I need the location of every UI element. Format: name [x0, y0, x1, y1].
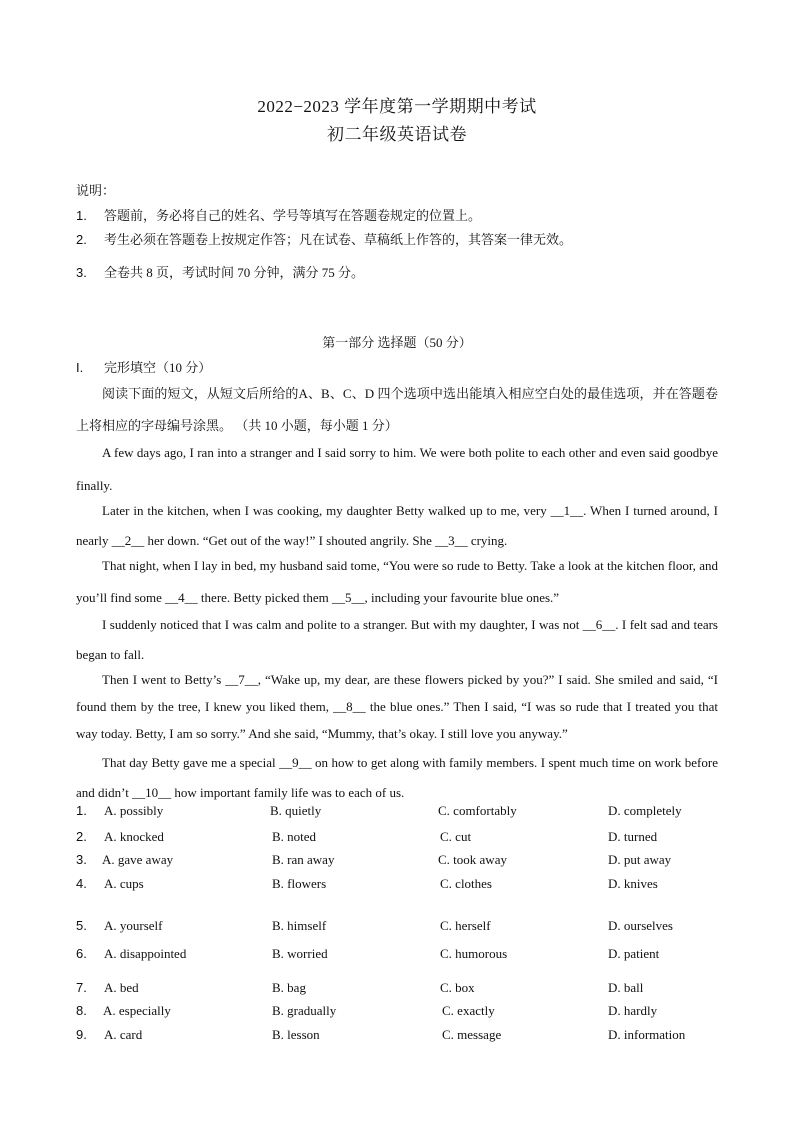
- passage-paragraph: That day Betty gave me a special __9__ on how to get along with family members. I spent much time on work before and didn’t __10__ how important family life was to each of us.: [76, 755, 718, 800]
- question-number: 7.: [76, 980, 87, 995]
- option-d: D. hardly: [608, 1003, 658, 1018]
- option-a: A. especially: [103, 1003, 171, 1018]
- question-number: 5.: [76, 918, 87, 933]
- option-a: A. cups: [104, 876, 144, 891]
- instruction-number: 1.: [76, 208, 87, 223]
- passage-paragraph: A few days ago, I ran into a stranger and I said sorry to him. We were both polite to each other and even said goodbye finally.: [76, 445, 718, 493]
- passage-paragraph: That night, when I lay in bed, my husband said tome, “You were so rude to Betty. Take a look at the kitchen floor, and you’ll find some __4__ there. Betty picked them __5__, including your favourite blue ones.”: [76, 558, 718, 605]
- question-number: 6.: [76, 946, 87, 961]
- question-row: [76, 980, 736, 1000]
- question-row: [76, 829, 736, 849]
- question-number: 2.: [76, 829, 87, 844]
- option-d: D. patient: [608, 946, 660, 961]
- option-b: B. ran away: [272, 852, 335, 867]
- question-number: 3.: [76, 852, 87, 867]
- section-heading: [76, 357, 211, 376]
- option-d: D. information: [608, 1027, 686, 1042]
- option-a: A. possibly: [104, 803, 164, 818]
- option-c: C. comfortably: [438, 803, 517, 818]
- option-b: B. bag: [272, 980, 306, 995]
- option-b: B. worried: [272, 946, 328, 961]
- question-number: 8.: [76, 1003, 87, 1018]
- question-row: [76, 852, 736, 872]
- option-c: C. took away: [438, 852, 507, 867]
- option-b: B. quietly: [270, 803, 322, 818]
- option-c: C. box: [440, 980, 475, 995]
- option-a: A. gave away: [102, 852, 174, 867]
- exam-subtitle: 初二年级英语试卷: [327, 125, 467, 144]
- passage-paragraph: Then I went to Betty’s __7__, “Wake up, my dear, are these flowers picked by you?” I said. She smiled and said, “I found them by the tree, I knew you liked them, __8__ the blue ones.” Then I said, “I was so rude that I treated you that way today. Betty, I am so sorry.” And she said, “Mummy, that’s okay. I still love you anyway.”: [76, 672, 718, 741]
- part-heading: 第一部分 选择题（50 分）: [322, 335, 472, 350]
- question-row: [76, 803, 736, 823]
- section-number: I.: [76, 360, 84, 375]
- option-a: A. card: [104, 1027, 143, 1042]
- option-b: B. noted: [272, 829, 317, 844]
- instruction-text: 全卷共 8 页，考试时间 70 分钟，满分 75 分。: [104, 265, 365, 280]
- question-number: 4.: [76, 876, 87, 891]
- question-row: [76, 1003, 736, 1023]
- instruction-text: 答题前，务必将自己的姓名、学号等填写在答题卷规定的位置上。: [104, 208, 482, 223]
- option-c: C. message: [442, 1027, 502, 1042]
- question-row: [76, 1027, 736, 1047]
- section-directions: 阅读下面的短文，从短文后所给的A、B、C、D 四个选项中选出能填入相应空白处的最佳选项，并在答题卷上将相应的字母编号涂黑。 （共 10 小题，每小题 1 分）: [76, 386, 718, 433]
- option-c: C. cut: [440, 829, 472, 844]
- option-a: A. disappointed: [104, 946, 187, 961]
- option-b: B. flowers: [272, 876, 327, 891]
- option-c: C. herself: [440, 918, 491, 933]
- option-b: B. himself: [272, 918, 327, 933]
- option-d: D. ball: [608, 980, 644, 995]
- option-c: C. clothes: [440, 876, 492, 891]
- instruction-text: 考生必须在答题卷上按规定作答；凡在试卷、草稿纸上作答的，其答案一律无效。: [104, 232, 573, 247]
- instruction-number: 2.: [76, 232, 87, 247]
- instruction-number: 3.: [76, 265, 87, 280]
- question-number: 9.: [76, 1027, 87, 1042]
- option-d: D. knives: [608, 876, 658, 891]
- instruction-item: [76, 229, 572, 248]
- passage-paragraph: Later in the kitchen, when I was cooking, my daughter Betty walked up to me, very __1__. When I turned around, I nearly __2__ her down. “Get out of the way!” I shouted angrily. She __3__ crying.: [76, 503, 718, 548]
- option-a: A. knocked: [104, 829, 164, 844]
- option-d: D. completely: [608, 803, 682, 818]
- passage-paragraph: I suddenly noticed that I was calm and polite to a stranger. But with my daughter, I was not __6__. I felt sad and tears began to fall.: [76, 617, 718, 662]
- option-c: C. exactly: [442, 1003, 495, 1018]
- option-c: C. humorous: [440, 946, 508, 961]
- section-title: 完形填空（10 分）: [104, 360, 212, 375]
- question-number: 1.: [76, 803, 87, 818]
- option-a: A. yourself: [104, 918, 163, 933]
- instruction-item: [76, 262, 364, 281]
- option-d: D. put away: [608, 852, 672, 867]
- option-b: B. lesson: [272, 1027, 320, 1042]
- question-row: [76, 918, 736, 938]
- instructions-heading: 说明：: [76, 183, 116, 198]
- instruction-item: [76, 205, 481, 224]
- option-d: D. turned: [608, 829, 658, 844]
- exam-title: 2022−2023 学年度第一学期期中考试: [257, 97, 537, 116]
- option-d: D. ourselves: [608, 918, 673, 933]
- option-b: B. gradually: [272, 1003, 337, 1018]
- question-row: [76, 946, 736, 966]
- option-a: A. bed: [104, 980, 139, 995]
- question-row: [76, 876, 736, 896]
